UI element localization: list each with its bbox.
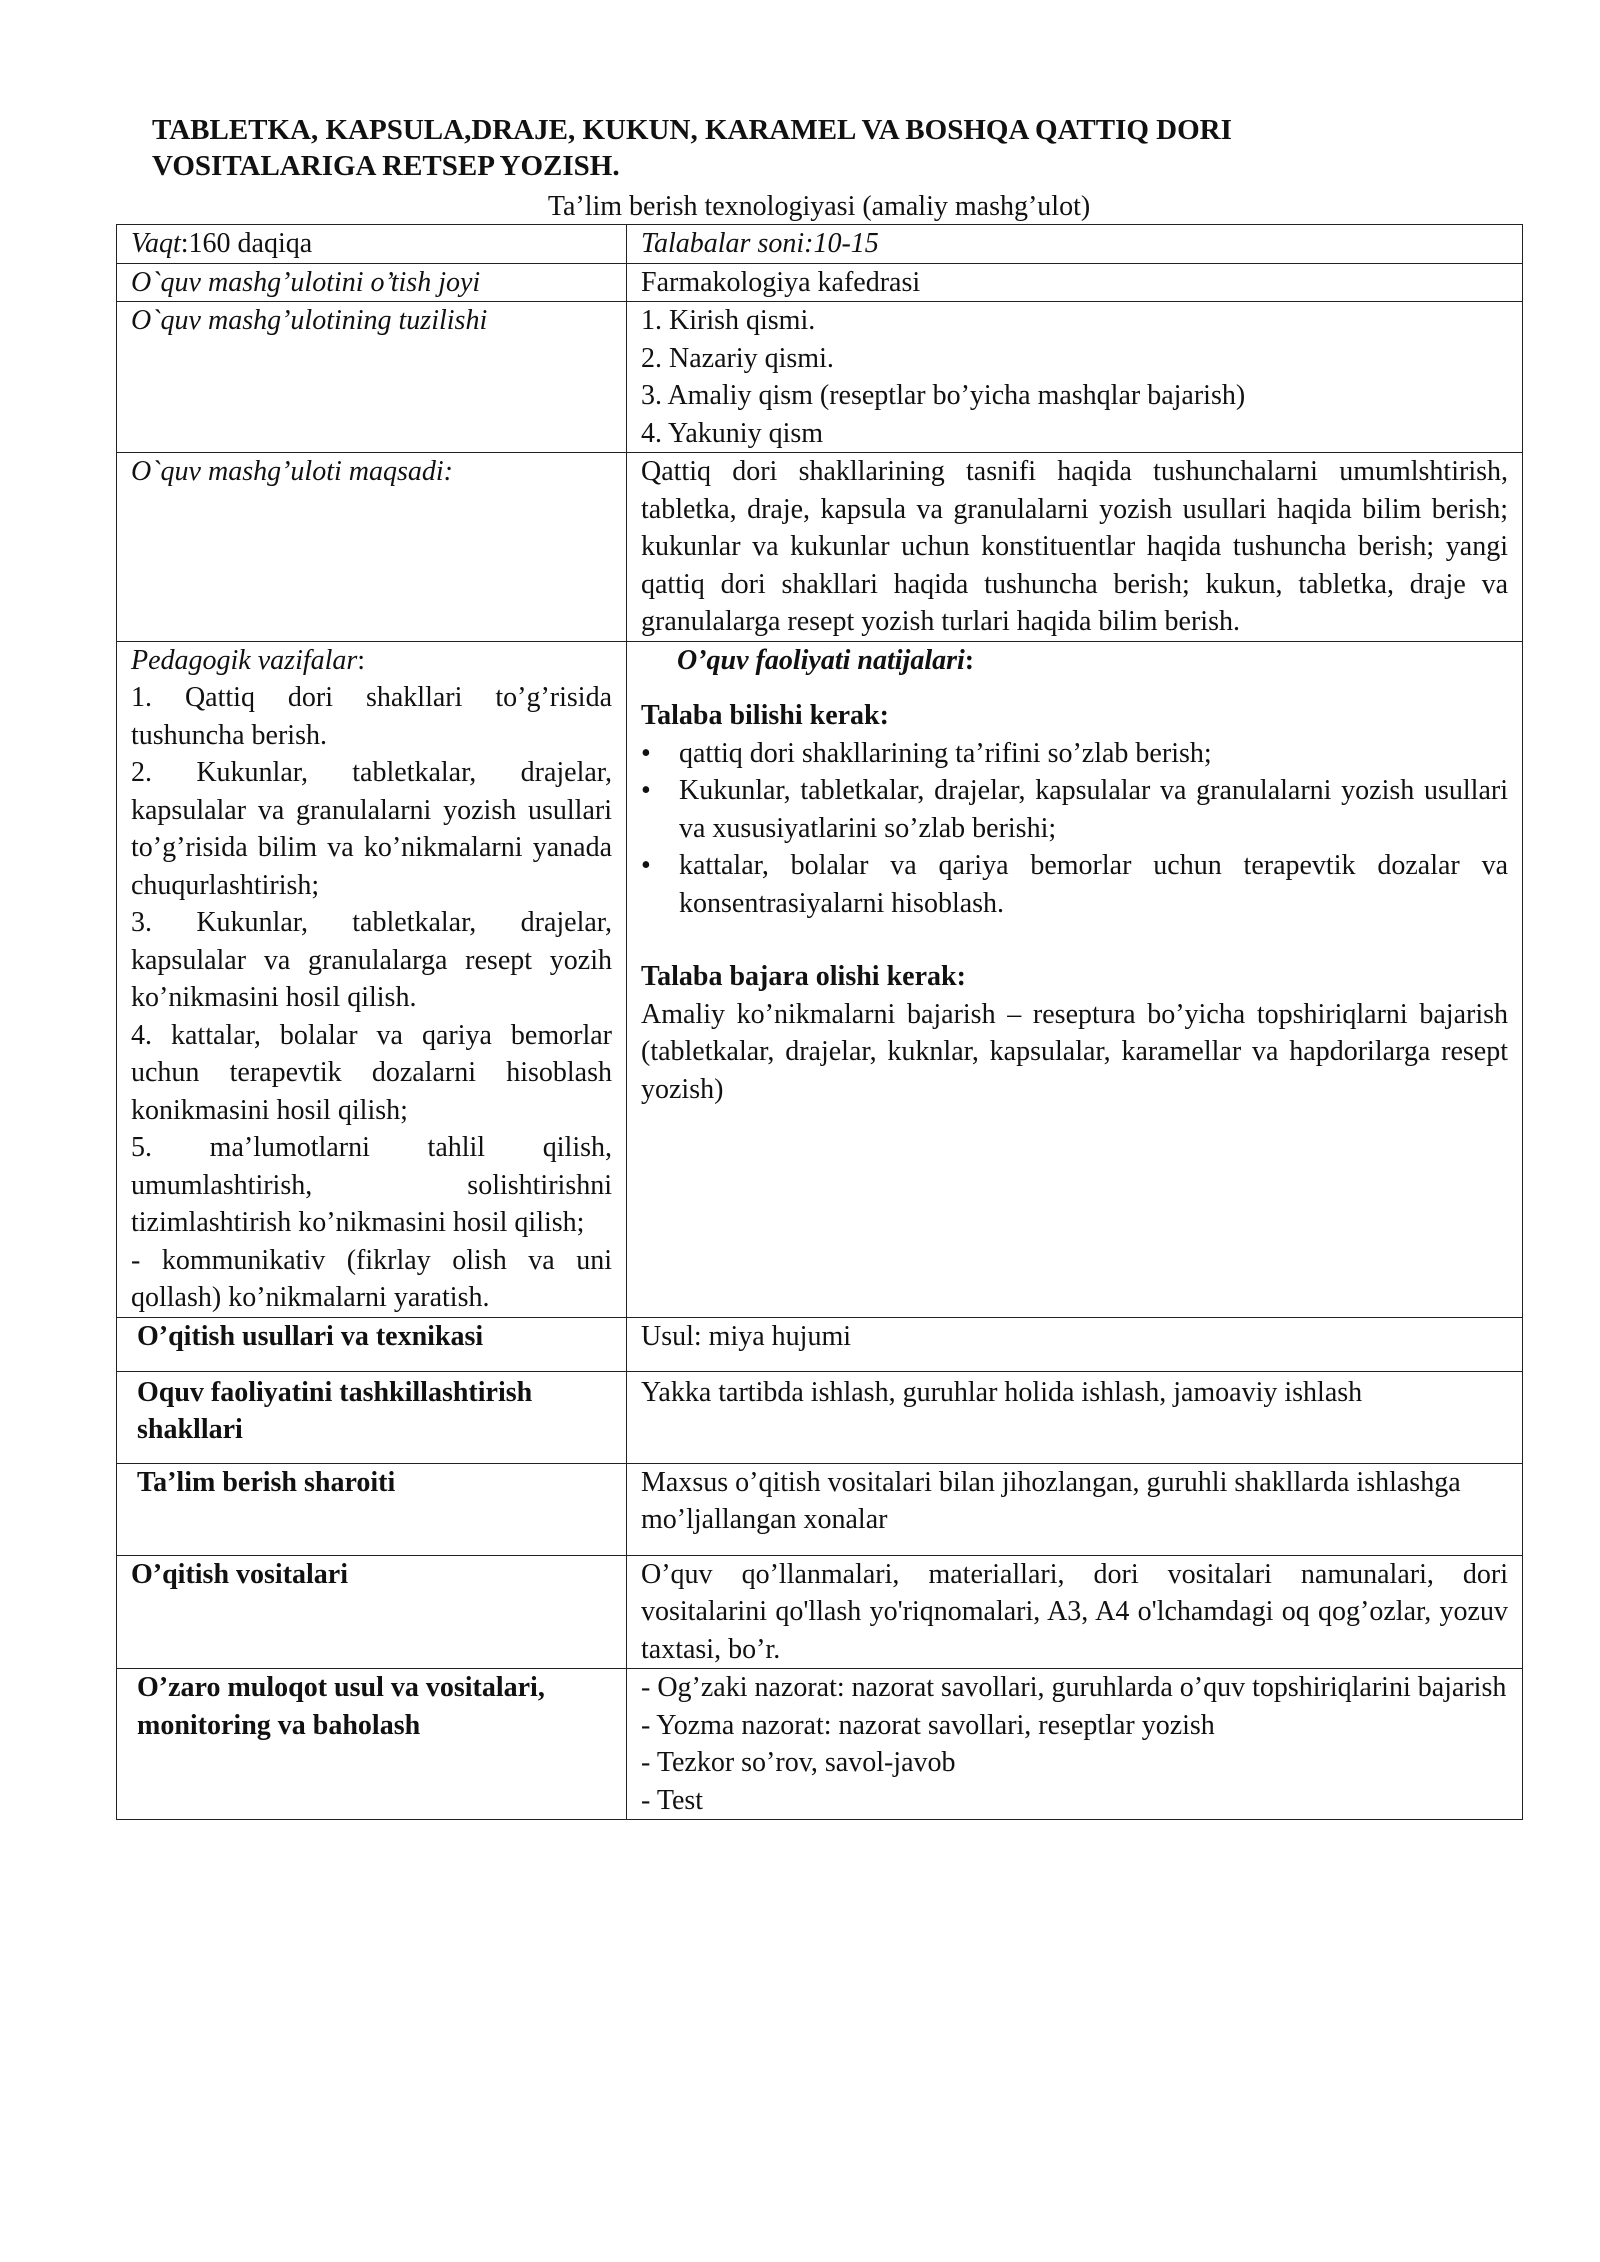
- pedagogik-colon: :: [357, 644, 366, 676]
- muloqot-item: - Yozma nazorat: nazorat savollari, reseptlar yozish: [641, 1709, 1215, 1741]
- cell-tuzilish-value: [627, 302, 1523, 453]
- maqsad-label: O`quv mashg’uloti maqsadi:: [131, 456, 453, 487]
- bilishi-heading: Talaba bilishi kerak:: [641, 700, 889, 731]
- pedagogik-item: 3. Kukunlar, tabletkalar, drajelar, kapsulalar va granulalarga resept yozih ko’nikmasini hosil qilish.: [131, 907, 612, 1013]
- cell-joy-label: [117, 263, 627, 302]
- sharoit-label: Ta’lim berish sharoiti: [137, 1466, 396, 1498]
- pedagogik-item: 1. Qattiq dori shakllari to’g’risida tushuncha berish.: [131, 682, 612, 751]
- bilishi-item: • Kukunlar, tabletkalar, drajelar, kapsulalar va granulalarni yozish usullari va xususiyatlarini so’zlab berishi;: [679, 772, 1508, 847]
- muloqot-item: - Og’zaki nazorat: nazorat savollari, guruhlarda o’quv topshiriqlarini bajarish: [641, 1672, 1507, 1703]
- row-vaqt: [117, 225, 1523, 264]
- cell-talabalar: [627, 225, 1523, 264]
- usullar-label: O’qitish usullari va texnikasi: [137, 1320, 484, 1352]
- cell-muloqot-value: [627, 1669, 1523, 1820]
- cell-joy-value: [627, 263, 1523, 302]
- natijalar-colon: :: [964, 644, 975, 676]
- row-vositalar: [117, 1555, 1523, 1669]
- tuzilish-item: 3. Amaliy qism (reseptlar bo’yicha mashqlar bajarish): [641, 380, 1246, 411]
- tuzilish-label: O`quv mashg’ulotining tuzilishi: [131, 305, 488, 336]
- cell-maqsad-value: [627, 453, 1523, 642]
- cell-maqsad-label: [117, 453, 627, 642]
- cell-natijalar: [627, 641, 1523, 1317]
- document-subtitle: Ta’lim berish texnologiyasi (amaliy mashg’ulot): [547, 191, 1091, 222]
- tuzilish-item: 2. Nazariy qismi.: [641, 342, 834, 374]
- title-line-1: TABLETKA, KAPSULA,DRAJE, KUKUN, KARAMEL VA BOSHQA QATTIQ DORI: [152, 114, 1232, 146]
- bajara-text: Amaliy ko’nikmalarni bajarish – reseptura bo’yicha topshiriqlarni bajarish (tabletkalar, drajelar, kuknlar, kapsulalar, karamellar va hapdorilarga resept yozish): [641, 998, 1508, 1105]
- natijalar-heading: O’quv faoliyati natijalari: [677, 644, 965, 676]
- bilishi-item: • qattiq dori shakllarining ta’rifini so’zlab berish;: [679, 735, 1508, 773]
- cell-vositalar-label: [117, 1555, 627, 1669]
- muloqot-item: - Test: [641, 1784, 704, 1816]
- row-usullar: [117, 1317, 1523, 1371]
- cell-usullar-label: [117, 1317, 627, 1371]
- cell-vaqt: [117, 225, 627, 264]
- bajara-heading: Talaba bajara olishi kerak:: [641, 961, 966, 992]
- tuzilish-item: 1. Kirish qismi.: [641, 305, 816, 336]
- shakllar-label: Oquv faoliyatini tashkillashtirish shakllari: [137, 1376, 533, 1445]
- maqsad-value: Qattiq dori shakllarining tasnifi haqida tushunchalarni umumlshtirish, tabletka, draje, kapsula va granulalarni yozish usullari haqida bilim berish; kukunlar va kukunlar uchun konstituentlar haqida tushuncha berish; yangi qattiq dori shakllari haqida tushuncha berish; kukun, tabletka, draje va granulalarga resept yozish turlari haqida bilim berish.: [641, 456, 1508, 637]
- talabalar-soni: Talabalar soni:10-15: [641, 228, 879, 259]
- vositalar-value: O’quv qo’llanmalari, materiallari, dori vositalari namunalari, dori vositalarini qo'llash yo'riqnomalari, A3, A4 o'lchamdagi oq qog’ozlar, yozuv taxtasi, bo’r.: [641, 1558, 1508, 1665]
- row-sharoit: [117, 1463, 1523, 1555]
- cell-shakllar-value: [627, 1371, 1523, 1463]
- cell-shakllar-label: [117, 1371, 627, 1463]
- cell-muloqot-label: [117, 1669, 627, 1820]
- cell-usullar-value: [627, 1317, 1523, 1371]
- sharoit-value: Maxsus o’qitish vositalari bilan jihozlangan, guruhli shakllarda ishlashga mo’ljallangan xonalar: [641, 1466, 1461, 1535]
- muloqot-item: - Tezkor so’rov, savol-javob: [641, 1747, 956, 1778]
- joy-value: Farmakologiya kafedrasi: [641, 266, 921, 298]
- cell-pedagogik-vazifalar: [117, 641, 627, 1317]
- usullar-value: Usul: miya hujumi: [641, 1320, 851, 1352]
- row-muloqot: [117, 1669, 1523, 1820]
- row-maqsad: [117, 453, 1523, 642]
- bilishi-item: • kattalar, bolalar va qariya bemorlar uchun terapevtik dozalar va konsentrasiyalarni hisoblash.: [679, 847, 1508, 922]
- row-shakllar: [117, 1371, 1523, 1463]
- pedagogik-item: 4. kattalar, bolalar va qariya bemorlar uchun terapevtik dozalarni hisoblash konikmasini hosil qilish;: [131, 1019, 612, 1126]
- vositalar-label: O’qitish vositalari: [131, 1558, 349, 1590]
- pedagogik-item: 5. ma’lumotlarni tahlil qilish, umumlashtirish, solishtirishni tizimlashtirish ko’nikmasini hosil qilish;: [131, 1132, 612, 1238]
- shakllar-value: Yakka tartibda ishlash, guruhlar holida ishlash, jamoaviy ishlash: [641, 1376, 1363, 1408]
- title-line-2: VOSITALARIGA RETSEP YOZISH.: [152, 150, 620, 182]
- lesson-plan-table: [116, 224, 1523, 1820]
- cell-vositalar-value: [627, 1555, 1523, 1669]
- row-tuzilish: [117, 302, 1523, 453]
- cell-tuzilish-label: [117, 302, 627, 453]
- vaqt-label: Vaqt: [131, 228, 181, 259]
- bilishi-list: [641, 735, 1508, 923]
- pedagogik-item: 2. Kukunlar, tabletkalar, drajelar, kapsulalar va granulalarni yozish usullari to’g’risida bilim va ko’nikmalarni yanada chuqurlashtirish;: [131, 757, 612, 901]
- row-joy: [117, 263, 1523, 302]
- pedagogik-label: Pedagogik vazifalar: [131, 644, 358, 676]
- cell-sharoit-label: [117, 1463, 627, 1555]
- cell-sharoit-value: [627, 1463, 1523, 1555]
- vaqt-value: :160 daqiqa: [180, 228, 313, 259]
- pedagogik-item: - kommunikativ (fikrlay olish va uni qollash) ko’nikmalarni yaratish.: [131, 1244, 612, 1313]
- document-title: [152, 112, 1452, 184]
- row-vazifalar: [117, 641, 1523, 1317]
- muloqot-label: O’zaro muloqot usul va vositalari, monitoring va baholash: [137, 1672, 545, 1741]
- joy-label: O`quv mashg’ulotini o’tish joyi: [131, 266, 481, 298]
- tuzilish-item: 4. Yakuniy qism: [641, 417, 824, 449]
